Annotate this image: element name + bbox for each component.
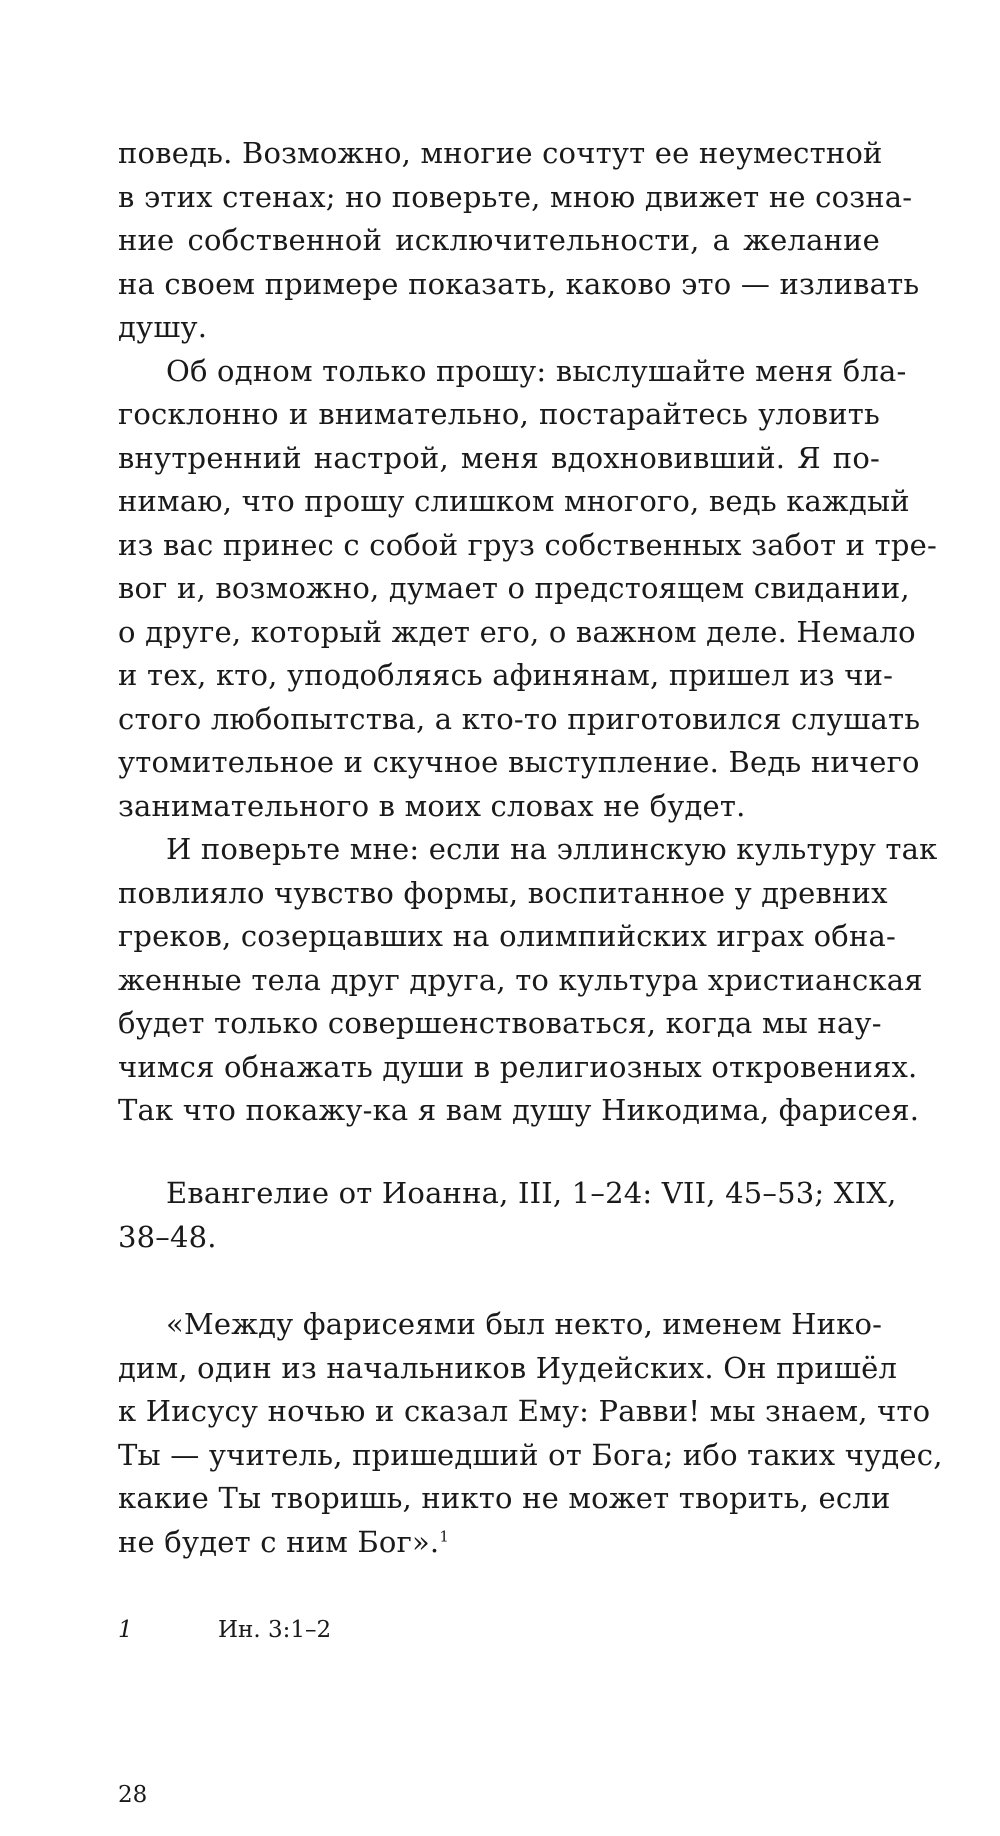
text-line: И поверьте мне: если на эллинскую культуру так bbox=[166, 832, 938, 866]
footnote-marker: 1 bbox=[439, 1526, 450, 1545]
text-line: душу. bbox=[118, 310, 208, 344]
text-line: чимся обнажать души в религиозных откровениях. bbox=[118, 1049, 918, 1084]
text-line: дим, один из начальников Иудейских. Он пришёл bbox=[118, 1350, 898, 1385]
text-line: «Между фарисеями был некто, именем Нико- bbox=[166, 1307, 883, 1341]
text-line: госклонно и внимательно, постарайтесь уловить bbox=[118, 397, 880, 431]
text-line: Так что покажу-ка я вам душу Никодима, фарисея. bbox=[118, 1093, 920, 1127]
quote-last-line: не будет с ним Бог». bbox=[118, 1524, 440, 1559]
text-line: поведь. Возможно, многие сочтут ее неуместной bbox=[118, 136, 883, 170]
text-line: Об одном только прошу: выслушайте меня бла- bbox=[166, 353, 907, 388]
text-line: утомительное и скучное выступление. Ведь ничего bbox=[118, 745, 920, 779]
text-line: повлияло чувство формы, воспитанное у древних bbox=[118, 875, 888, 910]
text-line: стого любопытства, а кто-то приготовился слушать bbox=[118, 701, 921, 736]
footnote-number: 1 bbox=[118, 1617, 133, 1643]
text-line: Евангелие от Иоанна, III, 1–24: VII, 45–53; XIX, bbox=[166, 1176, 897, 1210]
text-line-with-footnote bbox=[118, 1521, 880, 1565]
gospel-quote bbox=[118, 1303, 943, 1564]
text-line: какие Ты творишь, никто не может творить, если bbox=[118, 1481, 891, 1515]
text-line: греков, созерцавших на олимпийских играх обна- bbox=[118, 919, 896, 953]
text-line: будет только совершенствоваться, когда мы нау- bbox=[118, 1006, 882, 1040]
text-line: и тех, кто, уподобляясь афинянам, пришел из чи- bbox=[118, 658, 894, 692]
text-line: занимательного в моих словах не будет. bbox=[118, 788, 746, 823]
text-line: вог и, возможно, думает о предстоящем свидании, bbox=[118, 571, 910, 605]
text-line: в этих стенах; но поверьте, мною движет не созна- bbox=[118, 179, 913, 214]
text-line: женные тела друг друга, то культура христианская bbox=[118, 962, 923, 997]
text-line: о друге, который ждет его, о важном деле. Немало bbox=[118, 614, 916, 649]
source-reference bbox=[118, 1172, 897, 1259]
page-number: 28 bbox=[118, 1782, 148, 1808]
text-line: внутренний настрой, меня вдохновивший. Я по- bbox=[118, 440, 880, 475]
text-line: 38–48. bbox=[118, 1219, 217, 1254]
text-line: нимаю, что прошу слишком многого, ведь каждый bbox=[118, 484, 910, 518]
footnote-text: Ин. 3:1–2 bbox=[218, 1617, 332, 1643]
text-line: ние собственной исключительности, а желание bbox=[118, 223, 880, 257]
main-text-block bbox=[118, 132, 938, 1133]
footnote bbox=[118, 1615, 331, 1645]
text-line: Ты — учитель, пришедший от Бога; ибо таких чудес, bbox=[118, 1437, 943, 1472]
text-line: к Иисусу ночью и сказал Ему: Равви! мы знаем, что bbox=[118, 1394, 931, 1428]
text-line: из вас принес с собой груз собственных забот и тре- bbox=[118, 527, 937, 562]
text-line: на своем примере показать, каково это — изливать bbox=[118, 266, 920, 301]
